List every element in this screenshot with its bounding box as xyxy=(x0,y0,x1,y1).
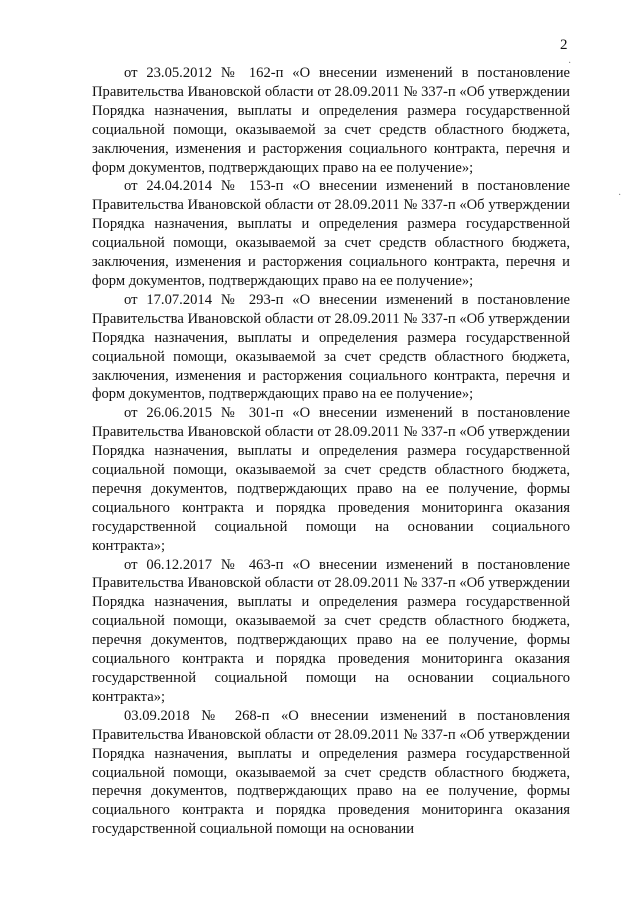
page-number: 2 xyxy=(560,37,568,53)
amendment-paragraph: от 23.05.2012 № 162-п «О внесении изменений в постановление Правительства Ивановской области от 28.09.2011 № 337-п «Об утверждении Порядка назначения, выплаты и определения размера государственной социальной помощи, оказываемой за счет средств областного бюджета, заключения, изменения и расторжения социального контракта, перечня и форм документов, подтверждающих право на ее получение»; xyxy=(92,65,570,176)
amendment-paragraph: от 06.12.2017 № 463-п «О внесении изменений в постановление Правительства Ивановской области от 28.09.2011 № 337-п «Об утверждении Порядка назначения, выплаты и определения размера государственной социальной помощи, оказываемой за счет средств областного бюджета, перечня документов, подтверждающих право на ее получение, формы социального контракта и порядка проведения мониторинга оказания государственной социальной помощи на основании социального контракта»; xyxy=(92,556,570,705)
amendment-paragraph: от 17.07.2014 № 293-п «О внесении изменений в постановление Правительства Ивановской области от 28.09.2011 № 337-п «Об утверждении Порядка назначения, выплаты и определения размера государственной социальной помощи, оказываемой за счет средств областного бюджета, заключения, изменения и расторжения социального контракта, перечня и форм документов, подтверждающих право на ее получение»; xyxy=(92,291,570,403)
amendment-paragraph: 03.09.2018 № 268-п «О внесении изменений в постановления Правительства Ивановской области от 28.09.2011 № 337-п «Об утверждении Порядка назначения, выплаты и определения размера государственной социальной помощи, оказываемой за счет средств областного бюджета, перечня документов, подтверждающих право на ее получение, формы социального контракта и порядка проведения мониторинга оказания государственной социальной помощи на основании xyxy=(92,707,570,838)
amendment-paragraph: от 26.06.2015 № 301-п «О внесении изменений в постановление Правительства Ивановской области от 28.09.2011 № 337-п «Об утверждении Порядка назначения, выплаты и определения размера государственной социальной помощи, оказываемой за счет средств областного бюджета, перечня документов, подтверждающих право на ее получение, формы социального контракта и порядка проведения мониторинга оказания государственной социальной помощи на основании социального контракта»; xyxy=(92,405,570,554)
scan-speck: · xyxy=(618,190,622,201)
amendment-paragraph: от 24.04.2014 № 153-п «О внесении изменений в постановление Правительства Ивановской области от 28.09.2011 № 337-п «Об утверждении Порядка назначения, выплаты и определения размера государственной социальной помощи, оказываемой за счет средств областного бюджета, заключения, изменения и расторжения социального контракта, перечня и форм документов, подтверждающих право на ее получение»; xyxy=(92,178,570,289)
scan-speck: · xyxy=(568,58,572,69)
document-body xyxy=(92,64,570,839)
